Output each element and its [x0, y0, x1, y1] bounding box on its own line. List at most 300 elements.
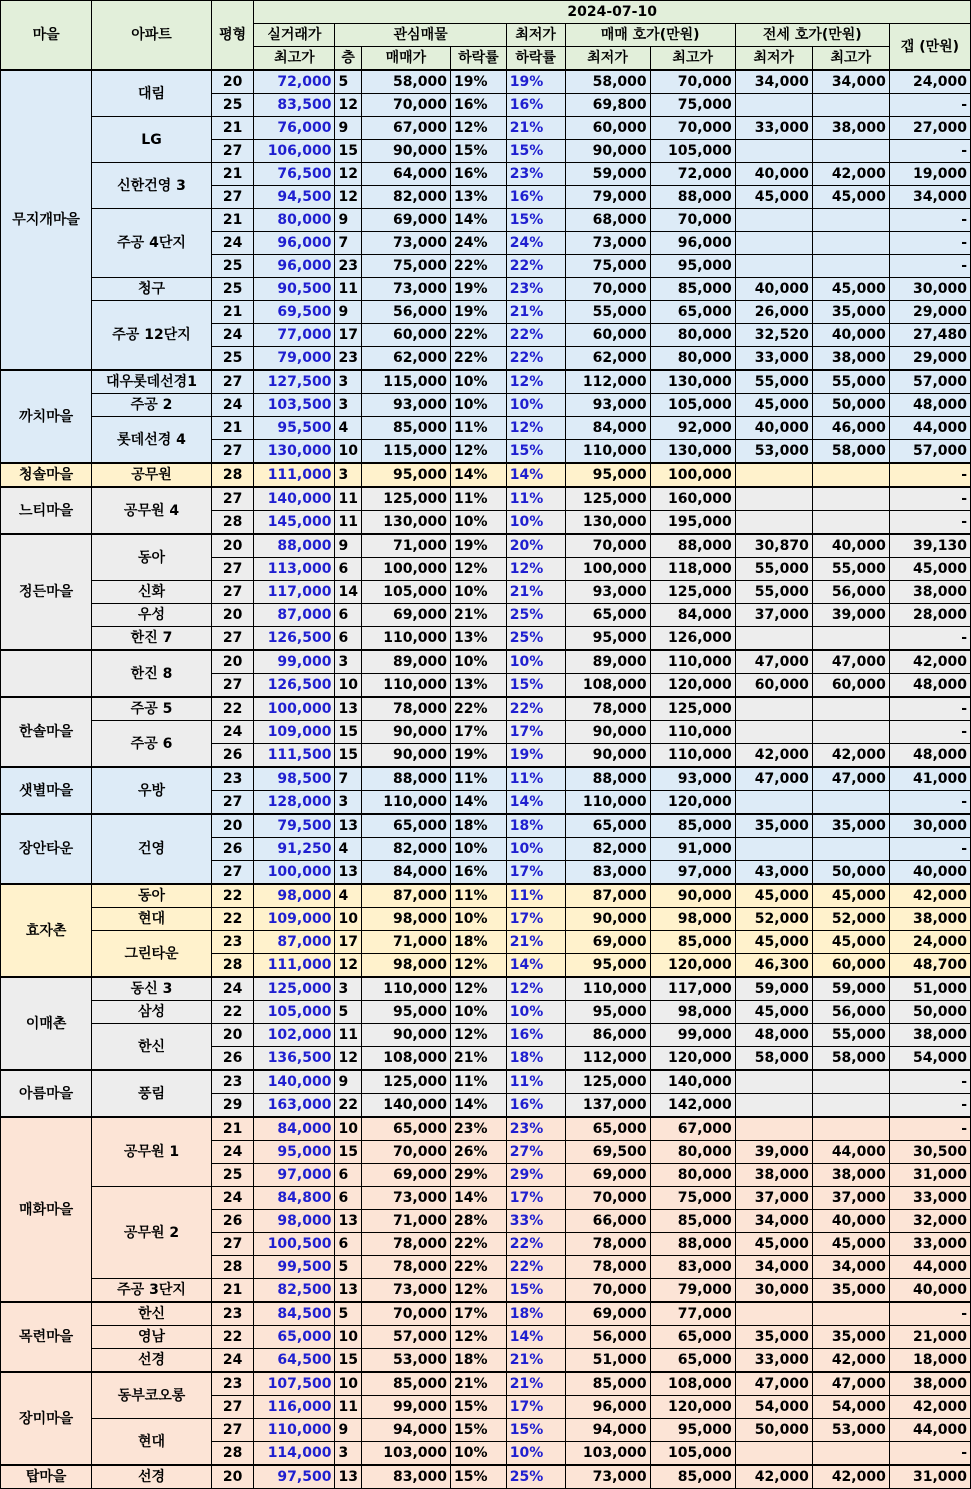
drop-rate-cell: 10% — [450, 908, 506, 931]
village-cell: 매화마을 — [1, 1117, 92, 1302]
sale-price-cell: 87,000 — [361, 884, 450, 908]
apartment-cell: 동신 3 — [92, 977, 212, 1001]
jeonse-min-cell — [735, 791, 812, 815]
sale-min-cell: 69,500 — [565, 1141, 650, 1164]
header-jeonse-min: 최저가 — [735, 47, 812, 71]
lowest-drop-cell: 12% — [506, 417, 565, 440]
lowest-drop-cell: 19% — [506, 744, 565, 768]
drop-rate-cell: 10% — [450, 1442, 506, 1466]
lowest-drop-cell: 11% — [506, 767, 565, 791]
jeonse-min-cell: 35,000 — [735, 1326, 812, 1349]
sale-price-cell: 110,000 — [361, 674, 450, 698]
drop-rate-cell: 17% — [450, 721, 506, 744]
floor-cell: 5 — [335, 1001, 361, 1024]
jeonse-max-cell — [812, 1070, 889, 1094]
actual-max-cell: 98,000 — [254, 884, 335, 908]
table-row — [1, 1349, 971, 1373]
jeonse-max-cell: 34,000 — [812, 1256, 889, 1279]
apartment-cell: 동아 — [92, 534, 212, 581]
jeonse-min-cell: 42,000 — [735, 744, 812, 768]
drop-rate-cell: 18% — [450, 931, 506, 954]
table-row — [1, 908, 971, 931]
actual-max-cell: 109,000 — [254, 908, 335, 931]
actual-max-cell: 113,000 — [254, 558, 335, 581]
gap-cell: 42,000 — [889, 884, 970, 908]
jeonse-max-cell: 40,000 — [812, 324, 889, 347]
jeonse-min-cell: 55,000 — [735, 558, 812, 581]
sale-min-cell: 130,000 — [565, 511, 650, 535]
size-cell: 28 — [211, 1442, 254, 1466]
lowest-drop-cell: 15% — [506, 140, 565, 163]
sale-max-cell: 65,000 — [650, 1326, 735, 1349]
jeonse-max-cell: 35,000 — [812, 301, 889, 324]
floor-cell: 15 — [335, 1141, 361, 1164]
lowest-drop-cell: 17% — [506, 721, 565, 744]
sale-max-cell: 75,000 — [650, 94, 735, 117]
village-cell: 이매촌 — [1, 977, 92, 1070]
jeonse-max-cell: 47,000 — [812, 767, 889, 791]
village-cell — [1, 650, 92, 697]
header-sale-ask: 매매 호가(만원) — [565, 24, 735, 47]
gap-cell: - — [889, 627, 970, 651]
table-row — [1, 1279, 971, 1303]
apartment-cell: 한신 — [92, 1024, 212, 1071]
lowest-drop-cell: 25% — [506, 627, 565, 651]
gap-cell: - — [889, 791, 970, 815]
table-row — [1, 1302, 971, 1326]
drop-rate-cell: 12% — [450, 558, 506, 581]
floor-cell: 23 — [335, 255, 361, 278]
table-row — [1, 117, 971, 140]
drop-rate-cell: 16% — [450, 861, 506, 885]
actual-max-cell: 65,000 — [254, 1326, 335, 1349]
sale-price-cell: 110,000 — [361, 791, 450, 815]
jeonse-max-cell: 42,000 — [812, 1349, 889, 1373]
sale-price-cell: 85,000 — [361, 1372, 450, 1396]
apartment-cell: 현대 — [92, 908, 212, 931]
gap-cell: 34,000 — [889, 186, 970, 209]
actual-max-cell: 103,500 — [254, 394, 335, 417]
header-apartment: 아파트 — [92, 1, 212, 71]
size-cell: 20 — [211, 534, 254, 558]
gap-cell: 18,000 — [889, 1349, 970, 1373]
jeonse-max-cell: 39,000 — [812, 604, 889, 627]
lowest-drop-cell: 16% — [506, 186, 565, 209]
jeonse-min-cell: 45,000 — [735, 1233, 812, 1256]
floor-cell: 13 — [335, 814, 361, 838]
drop-rate-cell: 11% — [450, 767, 506, 791]
sale-max-cell: 83,000 — [650, 1256, 735, 1279]
size-cell: 28 — [211, 511, 254, 535]
village-cell: 아름마을 — [1, 1070, 92, 1117]
drop-rate-cell: 17% — [450, 1302, 506, 1326]
actual-max-cell: 145,000 — [254, 511, 335, 535]
header-size: 평형 — [211, 1, 254, 71]
size-cell: 27 — [211, 1396, 254, 1419]
table-body — [1, 70, 971, 1489]
floor-cell: 11 — [335, 278, 361, 301]
jeonse-min-cell: 38,000 — [735, 1164, 812, 1187]
gap-cell: 45,000 — [889, 558, 970, 581]
sale-max-cell: 120,000 — [650, 1396, 735, 1419]
jeonse-min-cell — [735, 1442, 812, 1466]
actual-max-cell: 95,000 — [254, 1141, 335, 1164]
sale-min-cell: 90,000 — [565, 140, 650, 163]
floor-cell: 3 — [335, 370, 361, 394]
size-cell: 29 — [211, 1094, 254, 1118]
table-row — [1, 931, 971, 954]
jeonse-max-cell — [812, 463, 889, 487]
sale-max-cell: 70,000 — [650, 117, 735, 140]
gap-cell: - — [889, 232, 970, 255]
floor-cell: 3 — [335, 394, 361, 417]
sale-max-cell: 88,000 — [650, 1233, 735, 1256]
jeonse-min-cell: 42,000 — [735, 1465, 812, 1489]
lowest-drop-cell: 19% — [506, 70, 565, 94]
drop-rate-cell: 16% — [450, 163, 506, 186]
table-row — [1, 1372, 971, 1396]
sale-max-cell: 110,000 — [650, 650, 735, 674]
drop-rate-cell: 29% — [450, 1164, 506, 1187]
jeonse-min-cell: 30,870 — [735, 534, 812, 558]
apartment-cell: 대림 — [92, 70, 212, 117]
gap-cell: 40,000 — [889, 861, 970, 885]
sale-max-cell: 85,000 — [650, 1465, 735, 1489]
sale-min-cell: 88,000 — [565, 767, 650, 791]
jeonse-max-cell — [812, 697, 889, 721]
actual-max-cell: 84,800 — [254, 1187, 335, 1210]
actual-max-cell: 97,000 — [254, 1164, 335, 1187]
gap-cell: - — [889, 721, 970, 744]
sale-max-cell: 140,000 — [650, 1070, 735, 1094]
lowest-drop-cell: 14% — [506, 791, 565, 815]
drop-rate-cell: 28% — [450, 1210, 506, 1233]
sale-price-cell: 69,000 — [361, 604, 450, 627]
jeonse-max-cell — [812, 140, 889, 163]
lowest-drop-cell: 18% — [506, 814, 565, 838]
jeonse-max-cell: 37,000 — [812, 1187, 889, 1210]
size-cell: 20 — [211, 1024, 254, 1047]
sale-min-cell: 108,000 — [565, 674, 650, 698]
drop-rate-cell: 23% — [450, 1117, 506, 1141]
village-cell: 장미마을 — [1, 1372, 92, 1465]
size-cell: 21 — [211, 301, 254, 324]
sale-min-cell: 82,000 — [565, 838, 650, 861]
jeonse-min-cell: 35,000 — [735, 814, 812, 838]
jeonse-max-cell: 60,000 — [812, 674, 889, 698]
sale-price-cell: 73,000 — [361, 1279, 450, 1303]
gap-cell: 38,000 — [889, 1372, 970, 1396]
jeonse-min-cell — [735, 209, 812, 232]
gap-cell: 57,000 — [889, 370, 970, 394]
size-cell: 22 — [211, 1326, 254, 1349]
sale-price-cell: 67,000 — [361, 117, 450, 140]
sale-max-cell: 110,000 — [650, 744, 735, 768]
jeonse-min-cell — [735, 627, 812, 651]
drop-rate-cell: 12% — [450, 954, 506, 978]
apartment-cell: 그린타운 — [92, 931, 212, 978]
jeonse-min-cell: 32,520 — [735, 324, 812, 347]
gap-cell: 24,000 — [889, 70, 970, 94]
size-cell: 21 — [211, 1117, 254, 1141]
sale-min-cell: 96,000 — [565, 1396, 650, 1419]
sale-min-cell: 103,000 — [565, 1442, 650, 1466]
sale-max-cell: 88,000 — [650, 186, 735, 209]
sale-price-cell: 140,000 — [361, 1094, 450, 1118]
size-cell: 25 — [211, 278, 254, 301]
actual-max-cell: 76,000 — [254, 117, 335, 140]
sale-price-cell: 90,000 — [361, 1024, 450, 1047]
floor-cell: 6 — [335, 558, 361, 581]
sale-max-cell: 70,000 — [650, 70, 735, 94]
actual-max-cell: 126,500 — [254, 627, 335, 651]
drop-rate-cell: 22% — [450, 255, 506, 278]
sale-price-cell: 82,000 — [361, 186, 450, 209]
header-jeonse-max: 최고가 — [812, 47, 889, 71]
jeonse-min-cell: 33,000 — [735, 347, 812, 371]
sale-max-cell: 125,000 — [650, 697, 735, 721]
floor-cell: 12 — [335, 163, 361, 186]
floor-cell: 9 — [335, 209, 361, 232]
sale-price-cell: 90,000 — [361, 140, 450, 163]
floor-cell: 7 — [335, 232, 361, 255]
sale-min-cell: 137,000 — [565, 1094, 650, 1118]
size-cell: 27 — [211, 558, 254, 581]
jeonse-min-cell: 59,000 — [735, 977, 812, 1001]
table-row — [1, 650, 971, 674]
size-cell: 27 — [211, 370, 254, 394]
floor-cell: 3 — [335, 1442, 361, 1466]
jeonse-min-cell — [735, 94, 812, 117]
lowest-drop-cell: 15% — [506, 674, 565, 698]
actual-max-cell: 100,000 — [254, 697, 335, 721]
apartment-cell: 주공 5 — [92, 697, 212, 721]
size-cell: 25 — [211, 94, 254, 117]
sale-price-cell: 108,000 — [361, 1047, 450, 1071]
village-cell: 탑마을 — [1, 1465, 92, 1489]
sale-price-cell: 69,000 — [361, 1164, 450, 1187]
size-cell: 26 — [211, 1210, 254, 1233]
sale-max-cell: 79,000 — [650, 1279, 735, 1303]
gap-cell: 28,000 — [889, 604, 970, 627]
actual-max-cell: 91,250 — [254, 838, 335, 861]
gap-cell: - — [889, 1442, 970, 1466]
sale-price-cell: 71,000 — [361, 534, 450, 558]
jeonse-max-cell — [812, 1117, 889, 1141]
jeonse-max-cell — [812, 1302, 889, 1326]
jeonse-max-cell: 55,000 — [812, 1024, 889, 1047]
jeonse-min-cell — [735, 1302, 812, 1326]
floor-cell: 13 — [335, 1279, 361, 1303]
actual-max-cell: 100,500 — [254, 1233, 335, 1256]
table-row — [1, 767, 971, 791]
sale-price-cell: 57,000 — [361, 1326, 450, 1349]
table-row — [1, 697, 971, 721]
sale-max-cell: 84,000 — [650, 604, 735, 627]
sale-min-cell: 125,000 — [565, 1070, 650, 1094]
jeonse-max-cell — [812, 94, 889, 117]
lowest-drop-cell: 21% — [506, 581, 565, 604]
village-cell: 정든마을 — [1, 534, 92, 650]
jeonse-min-cell: 30,000 — [735, 1279, 812, 1303]
lowest-drop-cell: 14% — [506, 1326, 565, 1349]
jeonse-min-cell: 47,000 — [735, 650, 812, 674]
sale-max-cell: 120,000 — [650, 791, 735, 815]
actual-max-cell: 98,500 — [254, 767, 335, 791]
sale-max-cell: 80,000 — [650, 1141, 735, 1164]
floor-cell: 10 — [335, 1117, 361, 1141]
gap-cell: - — [889, 697, 970, 721]
sale-min-cell: 87,000 — [565, 884, 650, 908]
table-row — [1, 463, 971, 487]
drop-rate-cell: 24% — [450, 232, 506, 255]
actual-max-cell: 87,000 — [254, 604, 335, 627]
jeonse-max-cell: 53,000 — [812, 1419, 889, 1442]
sale-max-cell: 195,000 — [650, 511, 735, 535]
jeonse-max-cell: 45,000 — [812, 278, 889, 301]
floor-cell: 22 — [335, 1094, 361, 1118]
table-row — [1, 487, 971, 511]
jeonse-min-cell: 58,000 — [735, 1047, 812, 1071]
sale-max-cell: 100,000 — [650, 463, 735, 487]
jeonse-max-cell: 38,000 — [812, 347, 889, 371]
sale-min-cell: 85,000 — [565, 1372, 650, 1396]
jeonse-min-cell: 52,000 — [735, 908, 812, 931]
drop-rate-cell: 19% — [450, 70, 506, 94]
jeonse-min-cell — [735, 487, 812, 511]
actual-max-cell: 126,500 — [254, 674, 335, 698]
village-cell: 목련마을 — [1, 1302, 92, 1372]
drop-rate-cell: 12% — [450, 977, 506, 1001]
header-floor: 층 — [335, 47, 361, 71]
drop-rate-cell: 21% — [450, 604, 506, 627]
apartment-cell: 한진 7 — [92, 627, 212, 651]
drop-rate-cell: 11% — [450, 1070, 506, 1094]
lowest-drop-cell: 17% — [506, 1187, 565, 1210]
lowest-drop-cell: 10% — [506, 1442, 565, 1466]
lowest-drop-cell: 12% — [506, 370, 565, 394]
jeonse-min-cell: 45,000 — [735, 186, 812, 209]
sale-min-cell: 55,000 — [565, 301, 650, 324]
sale-price-cell: 105,000 — [361, 581, 450, 604]
drop-rate-cell: 22% — [450, 1233, 506, 1256]
actual-max-cell: 79,500 — [254, 814, 335, 838]
table-row — [1, 370, 971, 394]
jeonse-min-cell: 33,000 — [735, 117, 812, 140]
gap-cell: 40,000 — [889, 1279, 970, 1303]
drop-rate-cell: 14% — [450, 209, 506, 232]
sale-min-cell: 75,000 — [565, 255, 650, 278]
table-row — [1, 163, 971, 186]
gap-cell: 19,000 — [889, 163, 970, 186]
gap-cell: - — [889, 511, 970, 535]
lowest-drop-cell: 21% — [506, 117, 565, 140]
sale-price-cell: 83,000 — [361, 1465, 450, 1489]
drop-rate-cell: 19% — [450, 534, 506, 558]
drop-rate-cell: 14% — [450, 791, 506, 815]
size-cell: 23 — [211, 931, 254, 954]
apartment-cell: LG — [92, 117, 212, 163]
apartment-cell: 주공 6 — [92, 721, 212, 768]
village-cell: 샛별마을 — [1, 767, 92, 814]
table-row — [1, 1465, 971, 1489]
jeonse-min-cell: 45,000 — [735, 1001, 812, 1024]
apartment-cell: 영남 — [92, 1326, 212, 1349]
drop-rate-cell: 10% — [450, 581, 506, 604]
sale-price-cell: 70,000 — [361, 1141, 450, 1164]
actual-max-cell: 98,000 — [254, 1210, 335, 1233]
sale-max-cell: 98,000 — [650, 908, 735, 931]
sale-max-cell: 110,000 — [650, 721, 735, 744]
jeonse-min-cell: 45,000 — [735, 394, 812, 417]
header-jeonse-ask: 전세 호가(만원) — [735, 24, 889, 47]
jeonse-max-cell: 47,000 — [812, 1372, 889, 1396]
jeonse-min-cell — [735, 697, 812, 721]
sale-max-cell: 65,000 — [650, 1349, 735, 1373]
gap-cell: 39,130 — [889, 534, 970, 558]
jeonse-max-cell: 45,000 — [812, 884, 889, 908]
table-row — [1, 1326, 971, 1349]
gap-cell: 38,000 — [889, 581, 970, 604]
apartment-cell: 현대 — [92, 1419, 212, 1466]
sale-min-cell: 70,000 — [565, 1187, 650, 1210]
floor-cell: 11 — [335, 1396, 361, 1419]
size-cell: 27 — [211, 440, 254, 464]
sale-min-cell: 90,000 — [565, 908, 650, 931]
lowest-drop-cell: 21% — [506, 1372, 565, 1396]
drop-rate-cell: 19% — [450, 744, 506, 768]
sale-min-cell: 100,000 — [565, 558, 650, 581]
jeonse-max-cell: 40,000 — [812, 1210, 889, 1233]
sale-price-cell: 58,000 — [361, 70, 450, 94]
sale-price-cell: 88,000 — [361, 767, 450, 791]
drop-rate-cell: 12% — [450, 440, 506, 464]
sale-max-cell: 95,000 — [650, 1419, 735, 1442]
sale-price-cell: 71,000 — [361, 1210, 450, 1233]
jeonse-min-cell — [735, 140, 812, 163]
sale-price-cell: 85,000 — [361, 417, 450, 440]
gap-cell: 41,000 — [889, 767, 970, 791]
actual-max-cell: 125,000 — [254, 977, 335, 1001]
gap-cell: 42,000 — [889, 650, 970, 674]
table-row — [1, 721, 971, 744]
sale-price-cell: 89,000 — [361, 650, 450, 674]
header-actual-max: 최고가 — [254, 47, 335, 71]
sale-max-cell: 85,000 — [650, 278, 735, 301]
size-cell: 24 — [211, 232, 254, 255]
sale-max-cell: 130,000 — [650, 440, 735, 464]
sale-min-cell: 60,000 — [565, 324, 650, 347]
drop-rate-cell: 14% — [450, 463, 506, 487]
drop-rate-cell: 10% — [450, 370, 506, 394]
size-cell: 22 — [211, 697, 254, 721]
table-row — [1, 884, 971, 908]
size-cell: 27 — [211, 140, 254, 163]
sale-price-cell: 95,000 — [361, 463, 450, 487]
gap-cell: 38,000 — [889, 1024, 970, 1047]
lowest-drop-cell: 25% — [506, 1465, 565, 1489]
sale-price-cell: 110,000 — [361, 977, 450, 1001]
jeonse-min-cell: 45,000 — [735, 884, 812, 908]
sale-min-cell: 66,000 — [565, 1210, 650, 1233]
drop-rate-cell: 13% — [450, 627, 506, 651]
size-cell: 20 — [211, 1465, 254, 1489]
gap-cell: 54,000 — [889, 1047, 970, 1071]
lowest-drop-cell: 11% — [506, 1070, 565, 1094]
actual-max-cell: 99,500 — [254, 1256, 335, 1279]
lowest-drop-cell: 11% — [506, 487, 565, 511]
sale-min-cell: 70,000 — [565, 1279, 650, 1303]
